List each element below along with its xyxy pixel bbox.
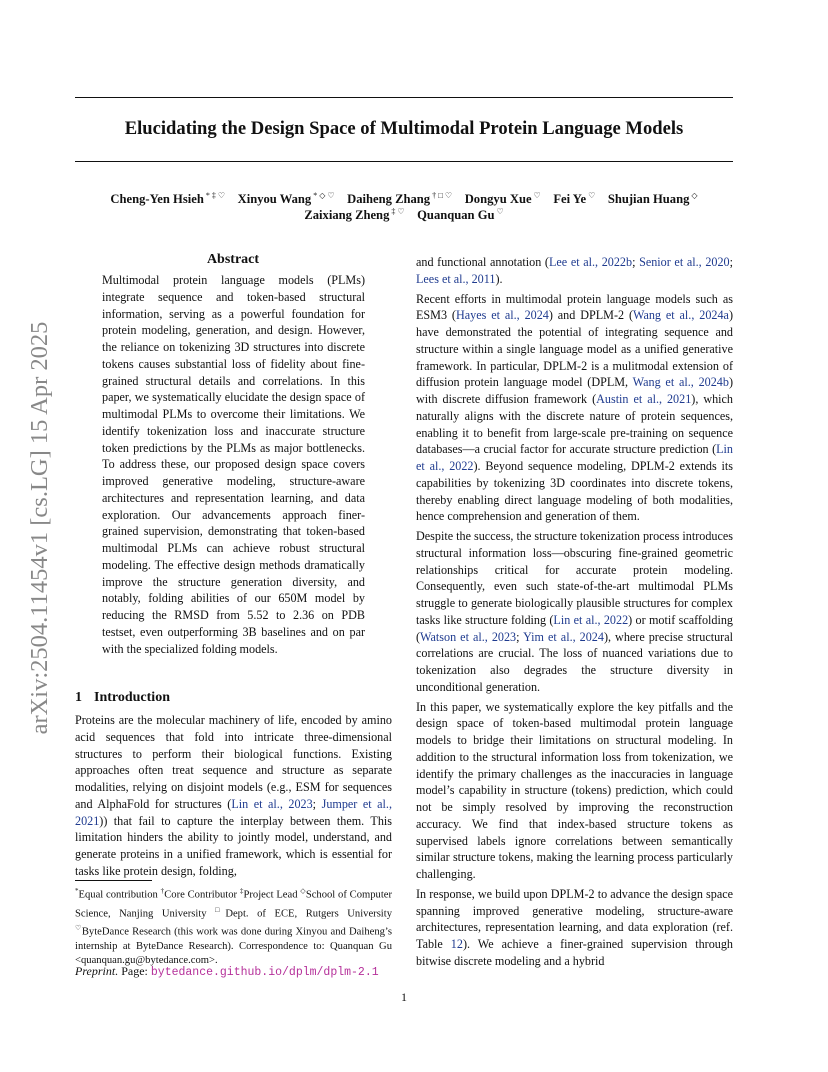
author-name: Fei Ye <box>553 192 587 207</box>
section-title: Introduction <box>94 690 170 705</box>
citation-link[interactable]: Watson et al., 2023 <box>420 629 517 644</box>
paragraph: Recent efforts in multimodal protein language models such as ESM3 (Hayes et al., 2024) and DPLM-2 (Wang et al., 2024a) have demonstrated the potential of integrating sequence and structure within a single language model as a unified generative framework. In particular, DPLM-2 is a mulitmodal extension of diffusion protein language model (DPLM, Wang et al., 2024b) with discrete diffusion framework (Austin et al., 2021), which naturally aligns with the discrete nature of protein sequences, enabling it to benefit from large-scale pre-training on sequence databases—a crucial factor for accurate structure prediction (Lin et al., 2022). Beyond sequence modeling, DPLM-2 extends its capabilities by tokenizing 3D coordinates into discrete tokens, thereby enabling direct language modeling of both modalities, hence comprehension and generation of them. <box>416 291 733 524</box>
citation-link[interactable]: 12 <box>450 937 463 951</box>
citation-link[interactable]: Yim et al., 2024 <box>523 629 604 644</box>
citation-link[interactable]: Senior et al., 2020 <box>639 255 730 269</box>
citation-link[interactable]: Jumper et al., 2021 <box>75 796 392 828</box>
author-name: Quanquan Gu <box>417 208 495 223</box>
affiliation-marks: * ◇ ♡ <box>311 191 335 200</box>
footnote-mark: ♡ <box>75 924 82 933</box>
citation-link[interactable]: Wang et al., 2024b <box>632 375 729 390</box>
affiliation-marks: * ‡ ♡ <box>203 191 226 200</box>
author-name: Dongyu Xue <box>464 192 532 207</box>
affiliation-marks: ♡ <box>531 191 541 200</box>
affiliation-marks: † □ ♡ <box>430 191 453 200</box>
citation-link[interactable]: Wang et al., 2024a <box>632 308 729 323</box>
author-list-line-1 <box>75 191 733 207</box>
affiliation-marks: ♡ <box>586 191 596 200</box>
citation-link[interactable]: Lin et al., 2022 <box>553 612 629 627</box>
right-column-body <box>416 254 733 973</box>
citation-link[interactable]: Lin et al., 2023 <box>231 796 313 811</box>
citation-link[interactable]: Lee et al., 2022b <box>548 255 633 269</box>
project-page-link[interactable]: bytedance.github.io/dplm/dplm-2.1 <box>150 966 379 979</box>
paragraph: In response, we build upon DPLM-2 to advance the design space spanning improved generative modeling, structure-aware architectures, representation learning, and data exploration (ref. Table 12). We achieve a finer-grained supervision through bitwise discrete modeling and a hybrid <box>416 886 733 968</box>
paragraph: In this paper, we systematically explore the key pitfalls and the design space of token-based multimodal protein language models to bridge their limitations on structural modeling. In addition to the structural information loss from tokenization, we identify the primary challenges as the inaccuracies in language model’s capability in structure (tokens) prediction, which could not be simply resolved by improving the reconstruction accuracy. We find that index-based structure tokens as supervised labels ignore correlations between semantically similar structure tokens, making the learning process particularly challenging. <box>416 699 733 881</box>
citation-link[interactable]: Lees et al., 2011 <box>416 271 496 286</box>
footnote-mark: ◇ <box>300 887 306 895</box>
abstract-paragraph: Multimodal protein language models (PLMs) integrate sequence and token-based structural information, serving as a powerful foundation for protein modeling, generation, and design. However, the reliance on tokenizing 3D structures into discrete tokens causes substantial loss of fidelity about fine-grained structural details and correlations. In this paper, we systematically elucidate the design space of multimodal PLMs to overcome their limitations. We identify tokenization loss and inaccurate structure token predictions by the PLMs as major bottlenecks. To address these, our proposed design space covers improved generative modeling, structure-aware architectures and representation learning, and data exploration. Our advancements approach finer-grained supervision, demonstrating that token-based multimodal PLMs can achieve robust structural modeling. The effective design methods dramatically improve the structure generation diversity, and notably, folding abilities of our 650M model by reducing the RMSD from 5.52 to 2.36 on PDB testset, even outperforming 3B baselines and on par with the specialized folding models. <box>102 273 365 656</box>
paragraph: Despite the success, the structure tokenization process introduces structural information loss—obscuring fine-grained geometric relationships critical for accurate protein modeling. Consequently, even such state-of-the-art multimodal PLMs struggle to generate biologically plausible structures for complex tasks like structure folding (Lin et al., 2022) or motif scaffolding (Watson et al., 2023; Yim et al., 2024), where precise structural correlations are crucial. The loss of nuanced variations due to tokenization also degrades the structure diversity in unconditional generation. <box>416 529 733 694</box>
arxiv-stamp: arXiv:2504.11454v1 [cs.LG] 15 Apr 2025 <box>26 321 53 735</box>
paper-title: Elucidating the Design Space of Multimodal Protein Language Models <box>124 118 684 139</box>
citation-link[interactable]: Lin et al., 2022 <box>416 442 733 473</box>
citation-link[interactable]: Austin et al., 2021 <box>596 392 692 406</box>
author-name: Daiheng Zhang <box>347 192 431 207</box>
section-number: 1 <box>75 690 82 705</box>
affiliation-marks: ‡ ♡ <box>389 207 405 216</box>
author-list-line-2 <box>75 207 733 223</box>
author-name: Xinyou Wang <box>237 192 312 207</box>
footnote-mark: □ <box>215 905 226 914</box>
preprint-label: Preprint. <box>75 964 119 978</box>
title-top-rule <box>75 97 733 98</box>
affiliation-marks: ♡ <box>494 207 504 216</box>
paragraph: and functional annotation (Lee et al., 2022b; Senior et al., 2020; Lees et al., 2011). <box>416 255 733 286</box>
author-name: Shujian Huang <box>607 192 690 207</box>
preprint-page-label: Page: <box>118 964 151 978</box>
citation-link[interactable]: Hayes et al., 2024 <box>455 308 549 323</box>
page-number: 1 <box>401 990 407 1004</box>
abstract-heading: Abstract <box>206 252 260 267</box>
paragraph: Proteins are the molecular machinery of life, encoded by amino acid sequences that fold into intricate three-dimensional structures to perform their biological functions. Existing approaches often treat sequence and structure as separate modalities, relying on disjoint models (e.g., ESM for sequences and AlphaFold for structures (Lin et al., 2023; Jumper et al., 2021)) that fail to capture the interplay between them. This limitation hinders the ability to jointly model, understand, and generate proteins in a unified framework, which is essential for tasks like protein design, folding, <box>75 713 392 878</box>
author-name: Zaixiang Zheng <box>304 208 390 223</box>
preprint-line <box>75 964 379 979</box>
title-bottom-rule <box>75 161 733 162</box>
section-heading-introduction <box>75 690 170 706</box>
footnote-mark: * <box>75 887 79 895</box>
author-name: Cheng-Yen Hsieh <box>110 192 204 207</box>
affiliation-marks: ◇ <box>689 191 698 200</box>
footnote-mark: ‡ <box>239 887 244 895</box>
footnote: *Equal contribution †Core Contributor ‡Project Lead ◇School of Computer Science, Nanjing University □Dept. of ECE, Rutgers University ♡ByteDance Research (this work was done during Xinyou and Daiheng’s internship at ByteDance Research). Correspondence to: Quanquan Gu <quanquan.gu@bytedance.com>. <box>75 887 393 967</box>
footnote-rule <box>75 880 152 881</box>
abstract-body <box>102 272 365 660</box>
footnote-mark: † <box>160 887 165 895</box>
left-column-body <box>75 712 392 883</box>
